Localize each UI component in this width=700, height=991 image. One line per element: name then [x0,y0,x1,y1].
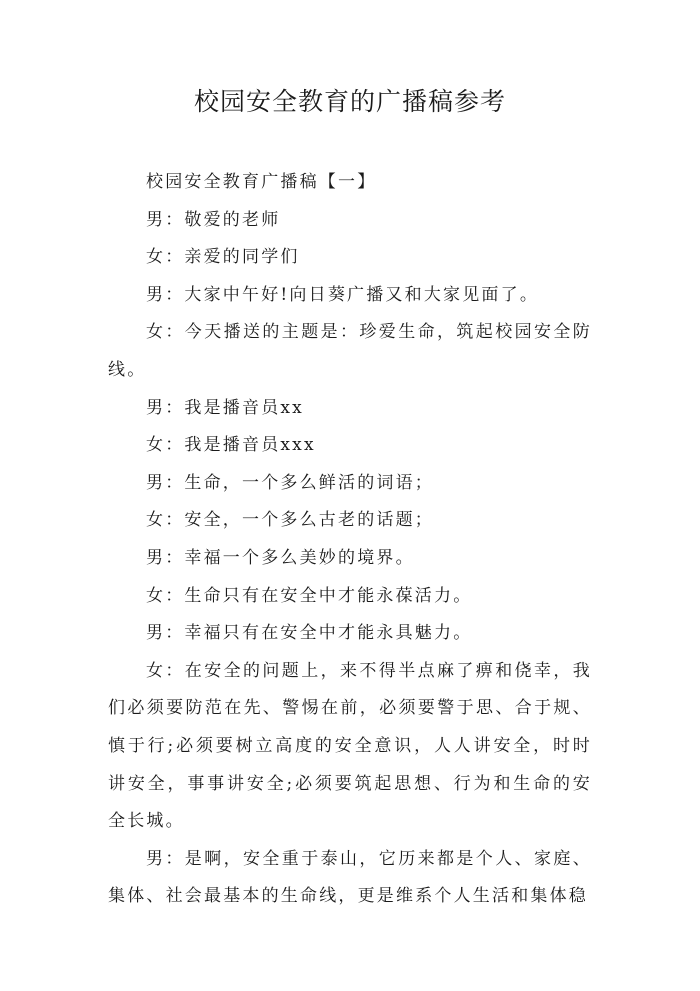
dialogue-line: 女：安全，一个多么古老的话题； [146,510,434,531]
dialogue-line: 男：幸福只有在安全中才能永具魅力。 [146,623,473,644]
dialogue-line: 男：大家中午好!向日葵广播又和大家见面了。 [146,284,540,305]
dialogue-line: 女：我是播音员xxx [146,435,316,456]
dialogue-line: 男：幸福一个多么美妙的境界。 [146,547,415,568]
dialogue-line: 男：是啊，安全重于泰山，它历来都是个人、家庭、集体、社会最基本的生命线，更是维系个人生活和集体稳 [108,848,592,907]
section-heading: 校园安全教育广播稿【一】 [146,172,377,192]
dialogue-line: 男：生命，一个多么鲜活的词语； [146,472,434,493]
dialogue-line: 男：敬爱的老师 [146,209,281,230]
dialogue-line: 女：生命只有在安全中才能永葆活力。 [146,585,473,606]
document-body [108,164,592,916]
dialogue-line: 男：我是播音员xx [146,397,304,418]
dialogue-line: 女：在安全的问题上，来不得半点麻了痹和侥幸，我们必须要防范在先、警惕在前，必须要警于思、合于规、慎于行;必须要树立高度的安全意识，人人讲安全，时时讲安全，事事讲安全;必须要筑起思想、行为和生命的安全长城。 [108,660,592,832]
dialogue-line: 女：亲爱的同学们 [146,247,300,268]
dialogue-line: 女：今天播送的主题是：珍爱生命，筑起校园安全防线。 [108,322,592,380]
document-title: 校园安全教育的广播稿参考 [193,87,506,116]
